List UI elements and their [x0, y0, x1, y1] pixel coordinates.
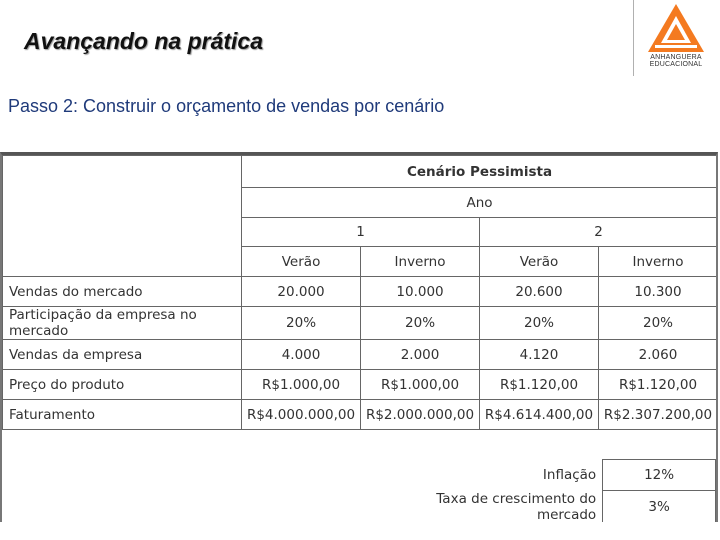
scenario-header: Cenário Pessimista — [242, 156, 718, 188]
table-cell: 20.000 — [242, 277, 361, 307]
season-header: Inverno — [361, 247, 480, 277]
table-cell: R$1.000,00 — [361, 370, 480, 400]
table-row — [3, 400, 718, 430]
row-label: Preço do produto — [3, 370, 242, 400]
logo-text-line1: ANHANGUERA — [650, 54, 702, 61]
table-cell: R$4.000.000,00 — [242, 400, 361, 430]
row-label: Faturamento — [3, 400, 242, 430]
table-row — [3, 307, 718, 340]
table-row — [386, 460, 716, 491]
slide-subtitle: Passo 2: Construir o orçamento de vendas por cenário — [8, 96, 445, 116]
anhanguera-logo — [636, 2, 716, 74]
table-cell: 20% — [599, 307, 718, 340]
anhanguera-logo-icon — [646, 2, 706, 54]
table-corner — [3, 156, 242, 277]
year-header: Ano — [242, 188, 718, 218]
table-cell: R$4.614.400,00 — [480, 400, 599, 430]
assumption-label: Taxa de crescimento do mercado — [436, 490, 597, 522]
table-cell: R$1.120,00 — [480, 370, 599, 400]
table-cell: 4.120 — [480, 340, 599, 370]
table-cell: 10.000 — [361, 277, 480, 307]
table-cell: 4.000 — [242, 340, 361, 370]
table-cell: R$2.307.200,00 — [599, 400, 718, 430]
table-cell: 20% — [242, 307, 361, 340]
table-cell: R$2.000.000,00 — [361, 400, 480, 430]
assumption-value: 12% — [603, 460, 716, 491]
table-cell: 20.600 — [480, 277, 599, 307]
season-header: Verão — [242, 247, 361, 277]
table-cell: R$1.120,00 — [599, 370, 718, 400]
year-2-header: 2 — [480, 218, 718, 247]
row-label: Vendas da empresa — [3, 340, 242, 370]
budget-table — [2, 155, 718, 430]
assumption-label: Inflação — [542, 467, 597, 483]
table-cell: R$1.000,00 — [242, 370, 361, 400]
row-label: Participação da empresa no mercado — [3, 307, 242, 340]
season-header: Verão — [480, 247, 599, 277]
row-label: Vendas do mercado — [3, 277, 242, 307]
table-row — [386, 491, 716, 523]
assumptions-table — [386, 459, 716, 522]
table-cell: 20% — [361, 307, 480, 340]
logo-text-line2: EDUCACIONAL — [649, 61, 703, 68]
table-row — [3, 277, 718, 307]
table-cell: 2.060 — [599, 340, 718, 370]
logo-divider — [633, 0, 634, 76]
assumption-value: 3% — [603, 491, 716, 523]
budget-panel — [0, 152, 718, 522]
table-row — [3, 370, 718, 400]
slide-title: Avançando na prática — [24, 28, 264, 54]
table-cell: 2.000 — [361, 340, 480, 370]
table-row — [3, 340, 718, 370]
table-cell: 20% — [480, 307, 599, 340]
year-1-header: 1 — [242, 218, 480, 247]
table-cell: 10.300 — [599, 277, 718, 307]
season-header: Inverno — [599, 247, 718, 277]
